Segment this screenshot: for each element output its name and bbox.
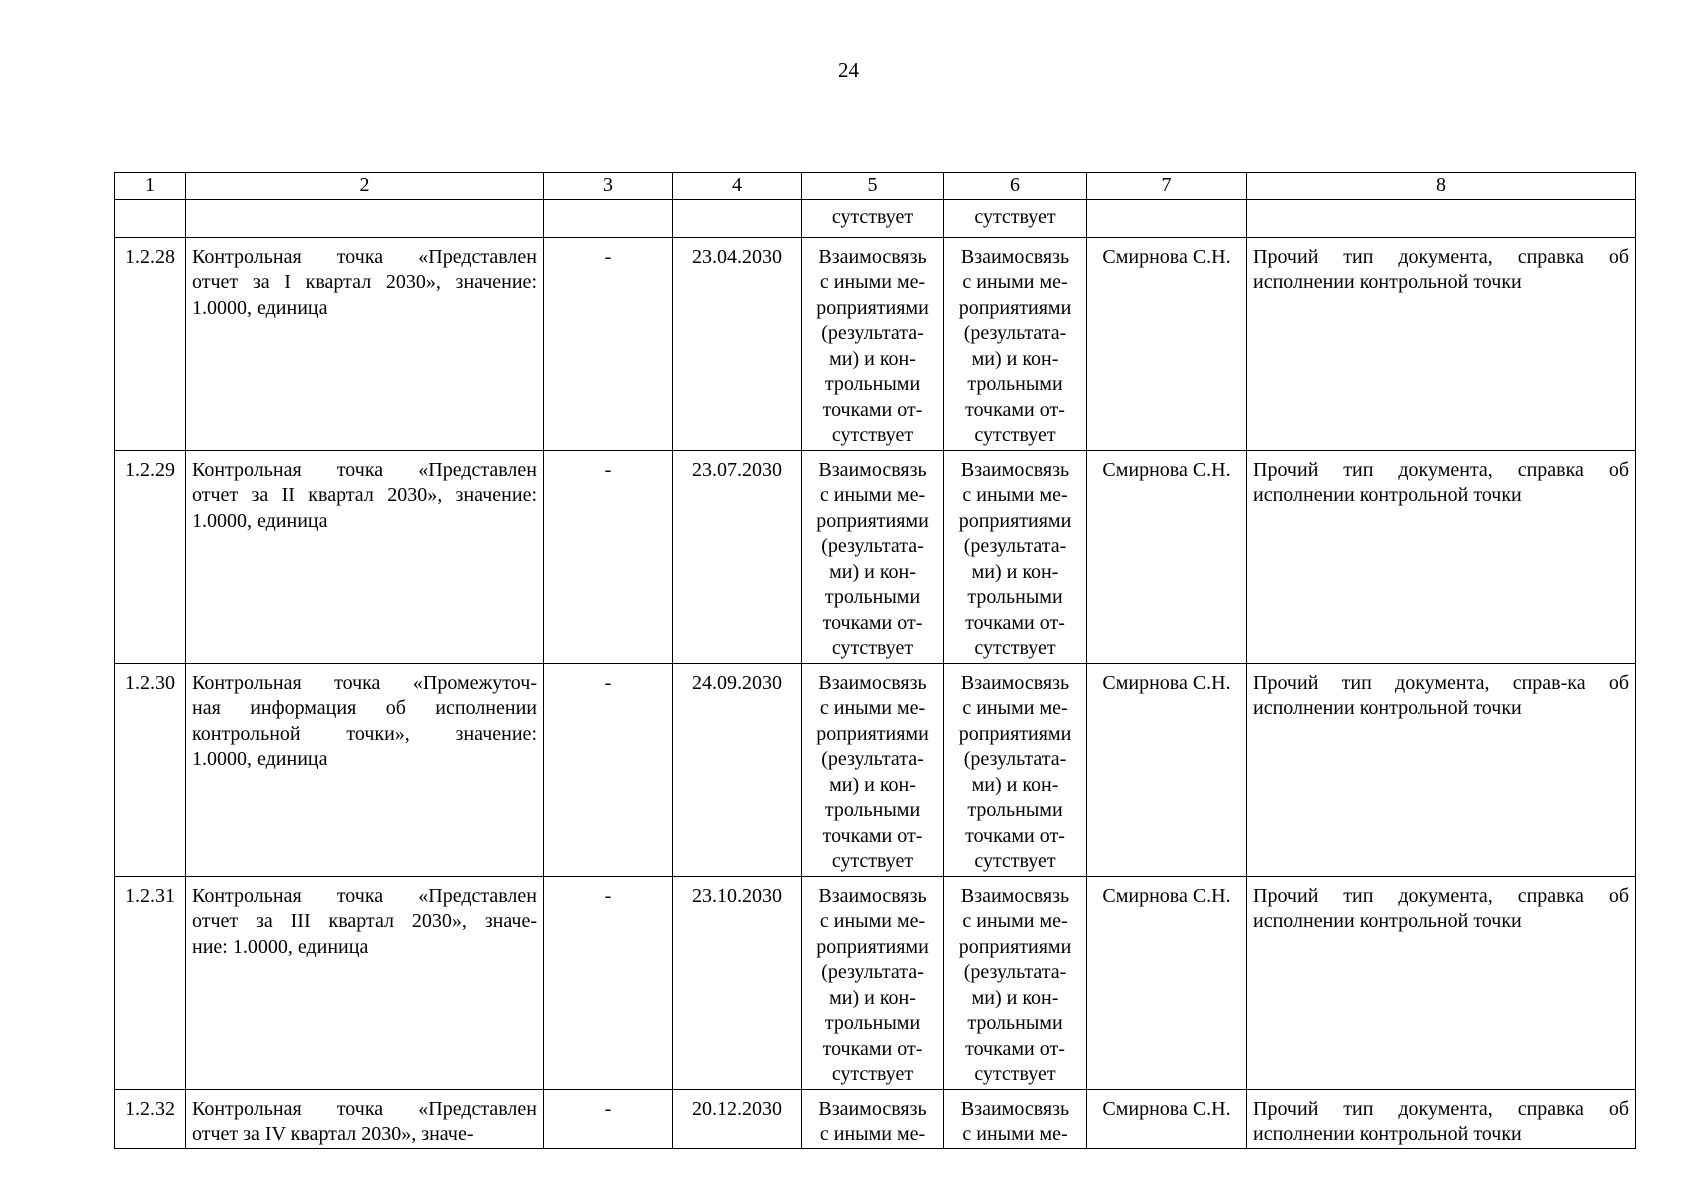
responsible-person: Смирнова С.Н. bbox=[1087, 663, 1247, 876]
cell-line: с иными ме- bbox=[819, 1123, 926, 1145]
relation-cell bbox=[802, 663, 944, 876]
control-point-description bbox=[186, 1089, 544, 1148]
cell-line: сутствует bbox=[831, 850, 914, 872]
cell-line: (результата- bbox=[821, 748, 924, 770]
table-row bbox=[115, 450, 1636, 663]
cell-line: с иными ме- bbox=[962, 484, 1068, 506]
cell-line: отчет за II квартал 2030», значение: bbox=[192, 484, 537, 506]
cell-line: точками от- bbox=[965, 398, 1065, 421]
control-point-description bbox=[186, 663, 544, 876]
cell-line: исполнении контрольной точки bbox=[1253, 271, 1522, 293]
cell-line: Контрольная точка «Представлен bbox=[192, 458, 537, 481]
control-points-table bbox=[114, 172, 1636, 1149]
cell-line: сутствует bbox=[974, 637, 1056, 659]
column-3-value: - bbox=[544, 1089, 673, 1148]
relation-cell bbox=[802, 1089, 944, 1148]
cell-line: Взаимосвязь bbox=[960, 458, 1070, 481]
cell-line: сутствует bbox=[831, 1063, 914, 1085]
cell-line: (результата- bbox=[963, 322, 1067, 344]
cell-line: (результата- bbox=[821, 535, 924, 557]
cell-line: Прочий тип документа, справ-ка об bbox=[1253, 671, 1629, 694]
relation-cell bbox=[802, 876, 944, 1089]
cell-line: исполнении контрольной точки bbox=[1253, 1123, 1522, 1145]
cell-line: роприятиями bbox=[816, 722, 929, 745]
deadline-date: 23.10.2030 bbox=[673, 876, 802, 1089]
document-type bbox=[1247, 876, 1636, 1089]
empty-cell bbox=[1247, 199, 1636, 237]
column-number: 6 bbox=[944, 173, 1087, 200]
cell-line: сутствует bbox=[974, 1063, 1056, 1085]
control-point-description bbox=[186, 876, 544, 1089]
cell-line: ми) и кон- bbox=[829, 773, 916, 796]
table-row bbox=[115, 663, 1636, 876]
cell-line: исполнении контрольной точки bbox=[1253, 910, 1522, 932]
cell-line: (результата- bbox=[963, 961, 1067, 983]
column-3-value: - bbox=[544, 237, 673, 450]
cell-line: сутствует bbox=[831, 424, 914, 446]
cell-line: Прочий тип документа, справка об bbox=[1253, 884, 1629, 907]
cell-line: точками от- bbox=[822, 398, 923, 421]
cell-line: Прочий тип документа, справка об bbox=[1253, 1097, 1629, 1120]
column-3-value: - bbox=[544, 663, 673, 876]
cell-line: с иными ме- bbox=[962, 271, 1068, 293]
deadline-date: 20.12.2030 bbox=[673, 1089, 802, 1148]
cell-line: ми) и кон- bbox=[829, 986, 916, 1009]
relation-cell bbox=[944, 450, 1087, 663]
relation-cell bbox=[944, 663, 1087, 876]
cell-line: с иными ме- bbox=[819, 484, 926, 506]
cell-line: отчет за I квартал 2030», значение: bbox=[192, 271, 537, 293]
cell-line: точками от- bbox=[822, 824, 923, 847]
table-row bbox=[115, 876, 1636, 1089]
cell-line: точками от- bbox=[965, 1037, 1065, 1060]
cell-line: Взаимосвязь bbox=[818, 671, 927, 694]
cell-line: трольными bbox=[967, 799, 1063, 821]
cell-line: с иными ме- bbox=[962, 697, 1068, 719]
cell-line: с иными ме- bbox=[819, 271, 926, 293]
cell-line: Контрольная точка «Представлен bbox=[192, 1097, 537, 1120]
table-row bbox=[115, 1089, 1636, 1148]
relation-cell bbox=[944, 237, 1087, 450]
cell-line: отчет за IV квартал 2030», значе- bbox=[192, 1123, 474, 1145]
column-3-value: - bbox=[544, 876, 673, 1089]
cell-line: роприятиями bbox=[958, 722, 1072, 745]
cell-line: трольными bbox=[824, 373, 921, 395]
cell-line: Контрольная точка «Представлен bbox=[192, 884, 537, 907]
deadline-date: 23.07.2030 bbox=[673, 450, 802, 663]
deadline-date: 23.04.2030 bbox=[673, 237, 802, 450]
empty-cell bbox=[186, 199, 544, 237]
cell-line: Взаимосвязь bbox=[960, 671, 1070, 694]
cell-line: трольными bbox=[967, 586, 1063, 608]
cell-line: Взаимосвязь bbox=[960, 1097, 1070, 1120]
cell-line: роприятиями bbox=[958, 509, 1072, 532]
responsible-person: Смирнова С.Н. bbox=[1087, 876, 1247, 1089]
cell-line: трольными bbox=[824, 1012, 921, 1034]
cell-line: роприятиями bbox=[816, 509, 929, 532]
cell-line: 1.0000, единица bbox=[192, 509, 328, 532]
cell-line: роприятиями bbox=[816, 296, 929, 319]
cell-line: ми) и кон- bbox=[829, 560, 916, 583]
cell-line: Прочий тип документа, справка об bbox=[1253, 245, 1629, 268]
document-type bbox=[1247, 663, 1636, 876]
cell-line: с иными ме- bbox=[962, 910, 1068, 932]
column-number: 3 bbox=[544, 173, 673, 200]
cell-line: ми) и кон- bbox=[971, 986, 1059, 1009]
cell-line: сутствует bbox=[974, 424, 1056, 446]
column-number: 2 bbox=[186, 173, 544, 200]
table-row bbox=[115, 237, 1636, 450]
responsible-person: Смирнова С.Н. bbox=[1087, 237, 1247, 450]
responsible-person: Смирнова С.Н. bbox=[1087, 450, 1247, 663]
cell-line: контрольной точки», значение: bbox=[192, 722, 537, 745]
cell-line: ние: 1.0000, единица bbox=[192, 935, 369, 958]
column-number: 4 bbox=[673, 173, 802, 200]
cell-line: Взаимосвязь bbox=[818, 458, 927, 481]
cell-line: ми) и кон- bbox=[971, 347, 1059, 370]
cell-line: (результата- bbox=[821, 961, 924, 983]
row-number: 1.2.31 bbox=[115, 876, 186, 1089]
relation-cell bbox=[802, 450, 944, 663]
cell-line: точками от- bbox=[822, 611, 923, 634]
cell-line: (результата- bbox=[821, 322, 924, 344]
cell-line: 1.0000, единица bbox=[192, 748, 328, 770]
control-point-description bbox=[186, 237, 544, 450]
cell-line: (результата- bbox=[963, 748, 1067, 770]
cell-line: Контрольная точка «Представлен bbox=[192, 245, 537, 268]
cell-line: точками от- bbox=[965, 824, 1065, 847]
deadline-date: 24.09.2030 bbox=[673, 663, 802, 876]
cell-line: трольными bbox=[967, 1012, 1063, 1034]
continuation-row bbox=[115, 199, 1636, 237]
cell-line: Взаимосвязь bbox=[960, 245, 1070, 268]
cell-line: Взаимосвязь bbox=[818, 245, 927, 268]
empty-cell bbox=[544, 199, 673, 237]
cell-line: роприятиями bbox=[958, 296, 1072, 319]
cell-line: с иными ме- bbox=[819, 910, 926, 932]
cell-line: точками от- bbox=[822, 1037, 923, 1060]
row-number: 1.2.30 bbox=[115, 663, 186, 876]
document-type bbox=[1247, 450, 1636, 663]
column-number: 5 bbox=[802, 173, 944, 200]
cell-line: исполнении контрольной точки bbox=[1253, 484, 1522, 506]
relation-cell-continuation: сутствует bbox=[802, 199, 944, 237]
cell-line: роприятиями bbox=[816, 935, 929, 958]
cell-line: ми) и кон- bbox=[971, 560, 1059, 583]
cell-line: Взаимосвязь bbox=[818, 884, 927, 907]
cell-line: трольными bbox=[824, 799, 921, 821]
empty-cell bbox=[115, 199, 186, 237]
column-3-value: - bbox=[544, 450, 673, 663]
cell-line: Взаимосвязь bbox=[818, 1097, 927, 1120]
cell-line: сутствует bbox=[974, 850, 1056, 872]
responsible-person: Смирнова С.Н. bbox=[1087, 1089, 1247, 1148]
cell-line: точками от- bbox=[965, 611, 1065, 634]
column-number: 8 bbox=[1247, 173, 1636, 200]
cell-line: 1.0000, единица bbox=[192, 296, 328, 319]
cell-line: отчет за III квартал 2030», значе- bbox=[192, 910, 537, 932]
relation-cell bbox=[802, 237, 944, 450]
row-number: 1.2.32 bbox=[115, 1089, 186, 1148]
cell-line: Контрольная точка «Промежуточ- bbox=[192, 671, 537, 694]
cell-line: исполнении контрольной точки bbox=[1253, 697, 1522, 719]
cell-line: Прочий тип документа, справка об bbox=[1253, 458, 1629, 481]
cell-line: трольными bbox=[967, 373, 1063, 395]
cell-line: ми) и кон- bbox=[971, 773, 1059, 796]
relation-cell bbox=[944, 1089, 1087, 1148]
column-number: 1 bbox=[115, 173, 186, 200]
document-type bbox=[1247, 237, 1636, 450]
cell-line: ми) и кон- bbox=[829, 347, 916, 370]
empty-cell bbox=[673, 199, 802, 237]
row-number: 1.2.28 bbox=[115, 237, 186, 450]
cell-line: ная информация об исполнении bbox=[192, 697, 537, 719]
cell-line: (результата- bbox=[963, 535, 1067, 557]
empty-cell bbox=[1087, 199, 1247, 237]
cell-line: трольными bbox=[824, 586, 921, 608]
cell-line: Взаимосвязь bbox=[960, 884, 1070, 907]
row-number: 1.2.29 bbox=[115, 450, 186, 663]
column-number: 7 bbox=[1087, 173, 1247, 200]
column-number-header-row bbox=[115, 173, 1636, 200]
cell-line: роприятиями bbox=[958, 935, 1072, 958]
cell-line: с иными ме- bbox=[819, 697, 926, 719]
relation-cell bbox=[944, 876, 1087, 1089]
document-type bbox=[1247, 1089, 1636, 1148]
cell-line: с иными ме- bbox=[962, 1123, 1068, 1145]
page-number: 24 bbox=[838, 58, 859, 82]
relation-cell-continuation: сутствует bbox=[944, 199, 1087, 237]
cell-line: сутствует bbox=[831, 637, 914, 659]
control-point-description bbox=[186, 450, 544, 663]
